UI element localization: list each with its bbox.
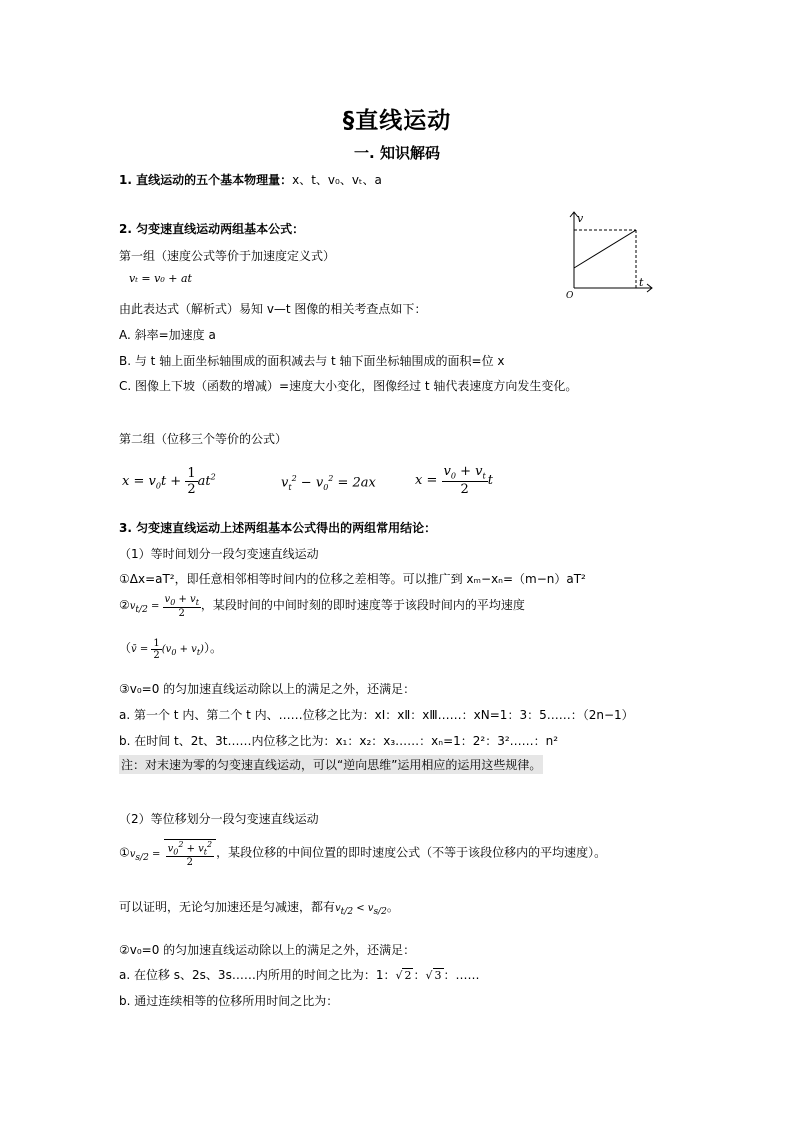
- item-c: a. 在位移 s、2s、3s……内所用的时间之比为：1：√ 2 ：√ 3 ：……: [119, 968, 480, 982]
- displacement-formula-2: $v_t^2 - v_0^2 = 2ax$: [281, 474, 376, 492]
- item-d: b. 通过连续相等的位移所用时间之比为：: [119, 994, 339, 1008]
- part-1-title: （1）等时间划分一段匀变速直线运动: [119, 547, 319, 561]
- item-c-mid: ：: [413, 968, 426, 982]
- section-1-label: 1. 直线运动的五个基本物理量：: [119, 173, 293, 187]
- prove-suffix: 。: [386, 900, 399, 914]
- item-3: ③v₀=0 的匀加速直线运动除以上的满足之外，还满足：: [119, 682, 416, 696]
- item-4: $①v_{s/2}$ = $\frac{v_0^2 + v_t^2}{2}$ ，某段位移的中间位置的即时速度公式（不等于该段位移内的平均速度）。: [119, 840, 607, 869]
- section-2-heading: 2. 匀变速直线运动两组基本公式：: [119, 222, 305, 236]
- point-c: C. 图像上下坡（函数的增减）=速度大小变化，图像经过 t 轴代表速度方向发生变化。: [119, 379, 578, 393]
- part-2-title: （2）等位移划分一段匀变速直线运动: [119, 812, 319, 826]
- item-a: a. 第一个 t 内、第二个 t 内、……位移之比为：xⅠ：xⅡ：xⅢ……：xN=1：3：5……：（2n−1）: [119, 708, 634, 722]
- v-label: v: [577, 212, 584, 225]
- vt-graph-description: 由此表达式（解析式）易知 v—t 图像的相关考查点如下：: [119, 302, 427, 316]
- displacement-formula-3: x = $\frac{v_0 + v_t}{2}$ t: [415, 464, 493, 497]
- item-b: b. 在时间 t、2t、3t……内位移之比为：x₁：x₂：x₃……：xₙ=1：2²：3²……：n²: [119, 734, 559, 748]
- prove-line: 可以证明，无论匀加速还是匀减速，都有$v_{t/2} < v_{s/2}$。: [119, 900, 399, 917]
- item-4-text: ，某段位移的中间位置的即时速度公式（不等于该段位移内的平均速度）。: [216, 845, 607, 860]
- item-2-end: ）。: [203, 641, 222, 655]
- section-subtitle: 一. 知识解码: [354, 144, 440, 162]
- page-title: §直线运动: [342, 108, 452, 134]
- item-2-text: ，某段时间的中间时刻的即时速度等于该段时间内的平均速度: [200, 598, 525, 612]
- vt-graph: [560, 208, 660, 300]
- o-label: O: [566, 291, 574, 300]
- group2-title: 第二组（位移三个等价的公式）: [119, 432, 288, 446]
- t-label: t: [639, 276, 644, 289]
- item-2: $②v_{t/2}$ = $\frac{v_0 + v_t}{2}$ ，某段时间的中间时刻的即时速度等于该段时间内的平均速度: [119, 594, 525, 619]
- section-3-heading: 3. 匀变速直线运动上述两组基本公式得出的两组常用结论：: [119, 521, 437, 535]
- section-1-text: x、t、v₀、vₜ、a: [292, 173, 382, 187]
- item-5: ②v₀=0 的匀加速直线运动除以上的满足之外，还满足：: [119, 943, 416, 957]
- prove-prefix: 可以证明，无论匀加速还是匀减速，都有: [119, 900, 336, 914]
- item-c-suffix: ：……: [443, 968, 480, 982]
- velocity-formula: vₜ = v₀ + at: [129, 272, 192, 285]
- point-b: B. 与 t 轴上面坐标轴围成的面积减去与 t 轴下面坐标轴围成的面积=位 x: [119, 354, 505, 368]
- note: 注：对末速为零的匀变速直线运动，可以“逆向思维”运用相应的运用这些规律。: [119, 755, 543, 774]
- velocity-line: [574, 230, 636, 268]
- point-a: A. 斜率=加速度 a: [119, 328, 216, 342]
- section-1: [119, 171, 382, 188]
- group1-title: 第一组（速度公式等价于加速度定义式）: [119, 249, 336, 263]
- displacement-formula-1: $x = v_0t$ + $\frac{1}{2}$ $at^2$: [122, 466, 216, 497]
- item-1: ①Δx=aT²，即任意相邻相等时间内的位移之差相等。可以推广到 xₘ−xₙ=（m−n）aT²: [119, 572, 586, 586]
- item-2-average: （v̄ = $\frac{1}{2}$ $(v_0 + v_t)$）。: [119, 638, 222, 661]
- item-c-prefix: a. 在位移 s、2s、3s……内所用的时间之比为：1：: [119, 968, 396, 982]
